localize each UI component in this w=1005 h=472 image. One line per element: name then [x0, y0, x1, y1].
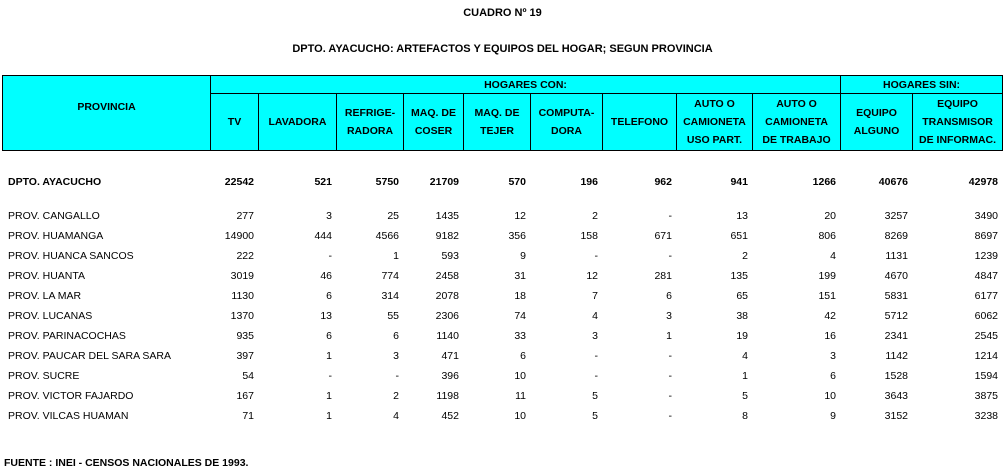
table-cell: 55	[387, 310, 399, 322]
table-cell: 2	[742, 250, 748, 262]
table-cell: 671	[654, 230, 672, 242]
table-cell: 3643	[884, 390, 908, 402]
table-cell: 2	[592, 210, 598, 222]
table-cell: 4670	[884, 270, 908, 282]
table-cell: 71	[242, 410, 254, 422]
table-cell: 1266	[812, 176, 836, 188]
table-cell: -	[594, 350, 598, 362]
table-cell: 4847	[974, 270, 998, 282]
table-cell: 6	[666, 290, 672, 302]
province-name: PROV. HUANCA SANCOS	[8, 250, 134, 262]
table-cell: 31	[514, 270, 526, 282]
table-row	[2, 346, 1002, 366]
table-cell: -	[395, 370, 399, 382]
province-name: PROV. LUCANAS	[8, 310, 93, 322]
table-cell: 10	[824, 390, 836, 402]
province-name: PROV. PARINACOCHAS	[8, 330, 126, 342]
header-maq-tejer: MAQ. DE TEJER	[464, 94, 531, 151]
table-cell: 3	[393, 350, 399, 362]
table-cell: 222	[236, 250, 254, 262]
table-cell: 1214	[974, 350, 998, 362]
province-name: PROV. LA MAR	[8, 290, 82, 302]
table-cell: 167	[236, 390, 254, 402]
table-cell: -	[668, 210, 672, 222]
province-name: PROV. HUANTA	[8, 270, 86, 282]
table-cell: 2458	[435, 270, 459, 282]
province-name: PROV. CANGALLO	[8, 210, 100, 222]
province-name: PROV. SUCRE	[8, 370, 80, 382]
table-cell: 42	[824, 310, 836, 322]
table-cell: 3875	[974, 390, 998, 402]
table-cell: 4	[830, 250, 836, 262]
table-cell: 6	[393, 330, 399, 342]
table-cell: 8697	[974, 230, 998, 242]
table-cell: 1	[326, 410, 332, 422]
table-cell: 4	[742, 350, 748, 362]
table-cell: 5	[592, 390, 598, 402]
table-cell: 7	[592, 290, 598, 302]
province-name: DPTO. AYACUCHO	[8, 176, 102, 188]
table-cell: 444	[314, 230, 332, 242]
table-cell: 593	[441, 250, 459, 262]
table-cell: -	[668, 390, 672, 402]
table-cell: 9182	[435, 230, 459, 242]
header-refrigeradora: REFRIGE- RADORA	[337, 94, 404, 151]
table-cell: 16	[824, 330, 836, 342]
table-cell: 314	[381, 290, 399, 302]
table-cell: 5712	[884, 310, 908, 322]
table-cell: -	[668, 370, 672, 382]
table-cell: 42978	[968, 176, 998, 188]
table-header	[2, 75, 1003, 151]
table-cell: 774	[381, 270, 399, 282]
header-tv: TV	[211, 94, 259, 151]
table-cell: 570	[508, 176, 526, 188]
table-cell: 5831	[884, 290, 908, 302]
table-cell: 6062	[974, 310, 998, 322]
header-equipo-transmisor: EQUIPO TRANSMISOR DE INFORMAC.	[913, 94, 1003, 151]
table-row	[2, 266, 1002, 286]
table-cell: 3	[326, 210, 332, 222]
table-cell: 18	[514, 290, 526, 302]
table-cell: 2545	[974, 330, 998, 342]
table-cell: 281	[654, 270, 672, 282]
table-cell: 6	[520, 350, 526, 362]
table-cell: 14900	[224, 230, 254, 242]
table-cell: 151	[818, 290, 836, 302]
table-cell: 20	[824, 210, 836, 222]
table-cell: 356	[508, 230, 526, 242]
table-cell: 46	[320, 270, 332, 282]
table-cell: 277	[236, 210, 254, 222]
header-auto-uso-part: AUTO O CAMIONETA USO PART.	[677, 94, 753, 151]
table-cell: 452	[441, 410, 459, 422]
total-row	[2, 172, 1002, 194]
table-cell: 38	[736, 310, 748, 322]
table-cell: 3019	[230, 270, 254, 282]
table-cell: 3	[592, 330, 598, 342]
table-cell: 12	[586, 270, 598, 282]
table-cell: 135	[730, 270, 748, 282]
table-row	[2, 246, 1002, 266]
table-cell: 1131	[885, 250, 908, 262]
table-cell: 1140	[436, 330, 459, 342]
table-cell: -	[668, 350, 672, 362]
table-cell: 1	[742, 370, 748, 382]
table-cell: 2306	[435, 310, 459, 322]
table-cell: 33	[514, 330, 526, 342]
table-cell: 3152	[884, 410, 908, 422]
table-cell: 2341	[884, 330, 908, 342]
table-row	[2, 206, 1002, 226]
spacer-row	[2, 194, 1002, 206]
table-cell: 1	[393, 250, 399, 262]
table-cell: 25	[387, 210, 399, 222]
table-cell: 3257	[884, 210, 908, 222]
table-cell: 11	[515, 390, 526, 402]
table-cell: 471	[441, 350, 459, 362]
header-auto-trabajo: AUTO O CAMIONETA DE TRABAJO	[753, 94, 841, 151]
table-cell: 8	[742, 410, 748, 422]
table-cell: 1198	[436, 390, 459, 402]
table-cell: 13	[320, 310, 332, 322]
table-cell: -	[328, 370, 332, 382]
header-hogares-con: HOGARES CON:	[211, 76, 841, 94]
header-provincia: PROVINCIA	[3, 76, 211, 151]
table-cell: -	[594, 250, 598, 262]
table-title: DPTO. AYACUCHO: ARTEFACTOS Y EQUIPOS DEL HOGAR; SEGUN PROVINCIA	[292, 43, 713, 55]
table-row	[2, 306, 1002, 326]
table-cell: 4	[393, 410, 399, 422]
table-cell: 5	[742, 390, 748, 402]
table-cell: 1435	[435, 210, 459, 222]
table-cell: 962	[654, 176, 672, 188]
table-cell: 74	[514, 310, 526, 322]
table-cell: 941	[730, 176, 748, 188]
table-cell: 806	[818, 230, 836, 242]
table-cell: 1	[326, 350, 332, 362]
table-cell: 22542	[224, 176, 254, 188]
table-row	[2, 386, 1002, 406]
table-cell: 5	[592, 410, 598, 422]
header-telefono: TELEFONO	[603, 94, 677, 151]
table-cell: 19	[736, 330, 748, 342]
table-cell: 2078	[435, 290, 459, 302]
header-equipo-alguno: EQUIPO ALGUNO	[841, 94, 913, 151]
table-row	[2, 406, 1002, 426]
table-cell: 9	[830, 410, 836, 422]
table-row	[2, 286, 1002, 306]
table-cell: 8269	[884, 230, 908, 242]
table-cell: 5750	[375, 176, 399, 188]
table-cell: 3	[666, 310, 672, 322]
province-name: PROV. VILCAS HUAMAN	[8, 410, 129, 422]
province-name: PROV. VICTOR FAJARDO	[8, 390, 134, 402]
table-cell: 1594	[974, 370, 998, 382]
table-cell: 40676	[878, 176, 908, 188]
province-name: PROV. PAUCAR DEL SARA SARA	[8, 350, 172, 362]
table-cell: 1142	[885, 350, 908, 362]
table-cell: 10	[514, 370, 526, 382]
table-cell: 1370	[230, 310, 254, 322]
table-cell: -	[668, 410, 672, 422]
table-cell: 1	[666, 330, 672, 342]
table-row	[2, 366, 1002, 386]
table-cell: -	[594, 370, 598, 382]
table-cell: 158	[580, 230, 598, 242]
table-cell: 935	[236, 330, 254, 342]
table-number: CUADRO Nº 19	[463, 7, 542, 19]
header-computadora: COMPUTA- DORA	[531, 94, 603, 151]
table-cell: 4566	[375, 230, 399, 242]
table-cell: 396	[441, 370, 459, 382]
table-cell: 397	[236, 350, 254, 362]
table-cell: 1239	[974, 250, 998, 262]
table-cell: -	[328, 250, 332, 262]
table-body	[2, 172, 1002, 426]
table-row	[2, 326, 1002, 346]
spacer-cell	[2, 194, 1002, 206]
header-maq-coser: MAQ. DE COSER	[404, 94, 464, 151]
table-cell: 13	[736, 210, 748, 222]
table-cell: 12	[514, 210, 526, 222]
table-cell: 1	[326, 390, 332, 402]
header-hogares-sin: HOGARES SIN:	[841, 76, 1003, 94]
table-cell: 199	[818, 270, 836, 282]
table-cell: 521	[314, 176, 332, 188]
table-row	[2, 226, 1002, 246]
province-name: PROV. HUAMANGA	[8, 230, 104, 242]
table-cell: 6	[830, 370, 836, 382]
table-cell: 6177	[974, 290, 998, 302]
table-cell: 54	[242, 370, 254, 382]
table-cell: 21709	[429, 176, 459, 188]
source-note: FUENTE : INEI - CENSOS NACIONALES DE 1993.	[4, 457, 249, 469]
table-cell: 4	[592, 310, 598, 322]
table-cell: 2	[393, 390, 399, 402]
table-cell: 196	[580, 176, 598, 188]
table-cell: 65	[736, 290, 748, 302]
table-cell: 3	[830, 350, 836, 362]
table-cell: 6	[326, 290, 332, 302]
table-cell: 10	[514, 410, 526, 422]
header-lavadora: LAVADORA	[259, 94, 337, 151]
table-cell: 1528	[884, 370, 908, 382]
table-cell: 3490	[974, 210, 998, 222]
table-cell: -	[668, 250, 672, 262]
table-cell: 651	[730, 230, 748, 242]
table-cell: 9	[520, 250, 526, 262]
table-cell: 1130	[231, 290, 254, 302]
table-cell: 3238	[974, 410, 998, 422]
table-cell: 6	[326, 330, 332, 342]
